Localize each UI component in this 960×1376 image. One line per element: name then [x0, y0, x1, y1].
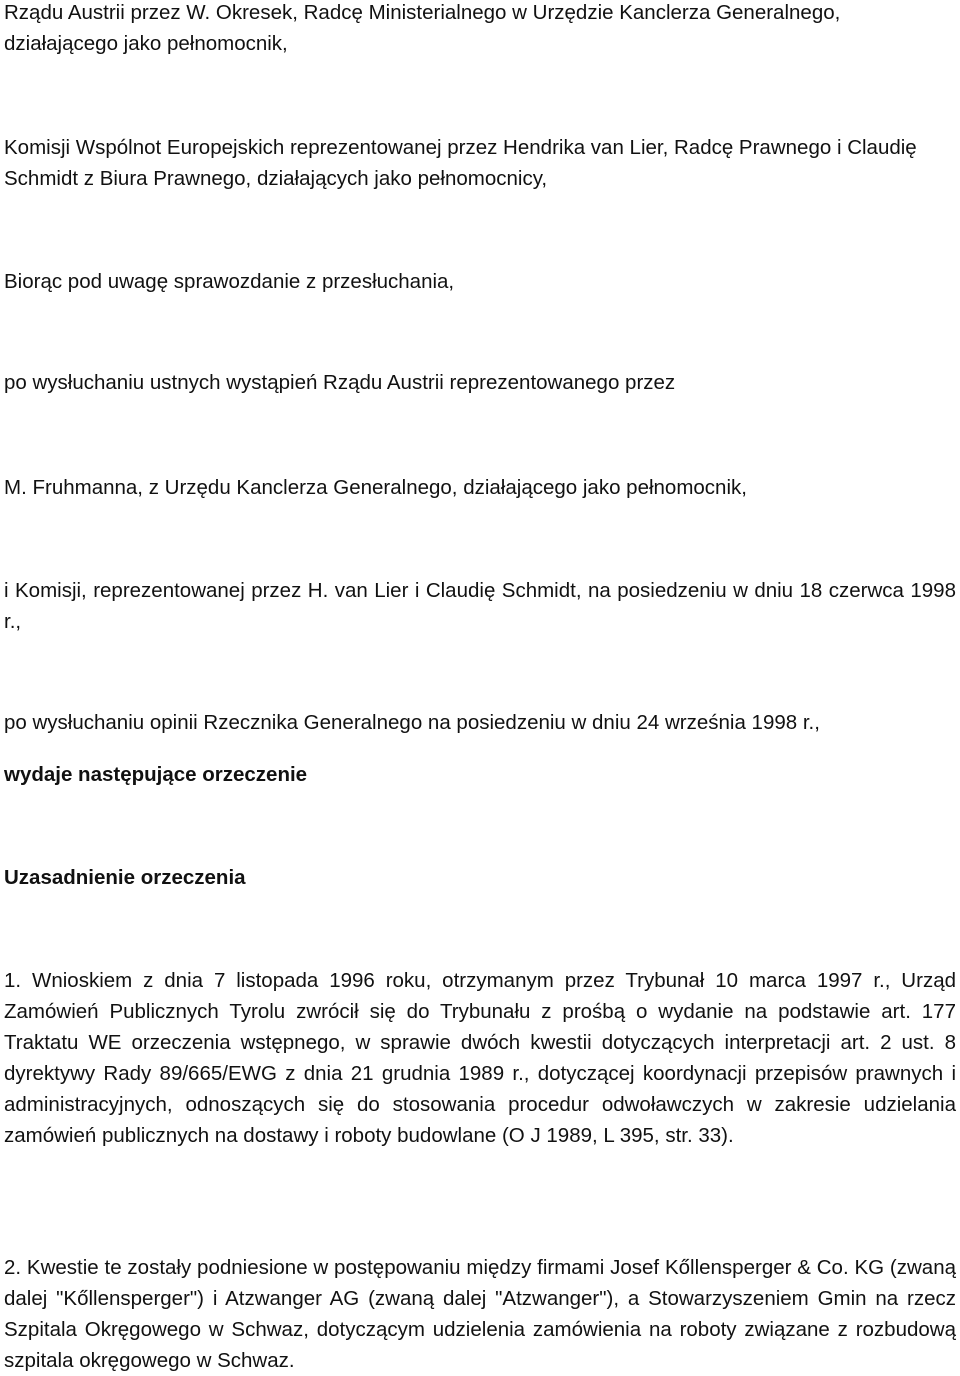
- paragraph-oral-submissions: po wysłuchaniu ustnych wystąpień Rządu Austrii reprezentowanego przez: [4, 371, 676, 394]
- paragraph-point-1: 1. Wnioskiem z dnia 7 listopada 1996 roku, otrzymanym przez Trybunał 10 marca 1997 r., Urząd Zamówień Publicznych Tyrolu zwrócił się do Trybunału z prośbą o wydanie na podstawie art. 177 Traktatu WE orzeczenia wstępnego, w sprawie dwóch kwestii dotyczących interpretacji art. 2 ust. 8 dyrektywy Rady 89/665/EWG z dnia 21 grudnia 1989 r., dotyczącej koordynacji przepisów prawnych i administracyjnych, odnoszących się do stosowania procedur odwoławczych w zakresie udzielania zamówień publicznych na dostawy i roboty budowlane (O J 1989, L 395, str. 33).: [4, 969, 956, 1147]
- paragraph-hearing-report: Biorąc pod uwagę sprawozdanie z przesłuchania,: [4, 270, 455, 293]
- heading-judgment: wydaje następujące orzeczenie: [4, 763, 308, 786]
- paragraph-advocate-general: po wysłuchaniu opinii Rzecznika Generalnego na posiedzeniu w dniu 24 września 1998 r.,: [4, 711, 820, 734]
- paragraph-austria-representative: Rządu Austrii przez W. Okresek, Radcę Ministerialnego w Urzędzie Kanclerza Generalnego, działającego jako pełnomocnik,: [4, 1, 841, 55]
- paragraph-commission-hearing: i Komisji, reprezentowanej przez H. van Lier i Claudię Schmidt, na posiedzeniu w dniu 18 czerwca 1998 r.,: [4, 579, 956, 633]
- paragraph-fruhmann: M. Fruhmanna, z Urzędu Kanclerza Generalnego, działającego jako pełnomocnik,: [4, 476, 747, 499]
- heading-grounds: Uzasadnienie orzeczenia: [4, 866, 246, 889]
- paragraph-commission-representative: Komisji Wspólnot Europejskich reprezentowanej przez Hendrika van Lier, Radcę Prawnego i Claudię Schmidt z Biura Prawnego, działających jako pełnomocnicy,: [4, 136, 917, 190]
- paragraph-point-2: 2. Kwestie te zostały podniesione w postępowaniu między firmami Josef Kőllensperger & Co. KG (zwaną dalej "Kőllensperger") i Atzwanger AG (zwaną dalej "Atzwanger"), a Stowarzyszeniem Gmin na rzecz Szpitala Okręgowego w Schwaz, dotyczącym udzielenia zamówienia na roboty związane z rozbudową szpitala okręgowego w Schwaz.: [4, 1256, 956, 1372]
